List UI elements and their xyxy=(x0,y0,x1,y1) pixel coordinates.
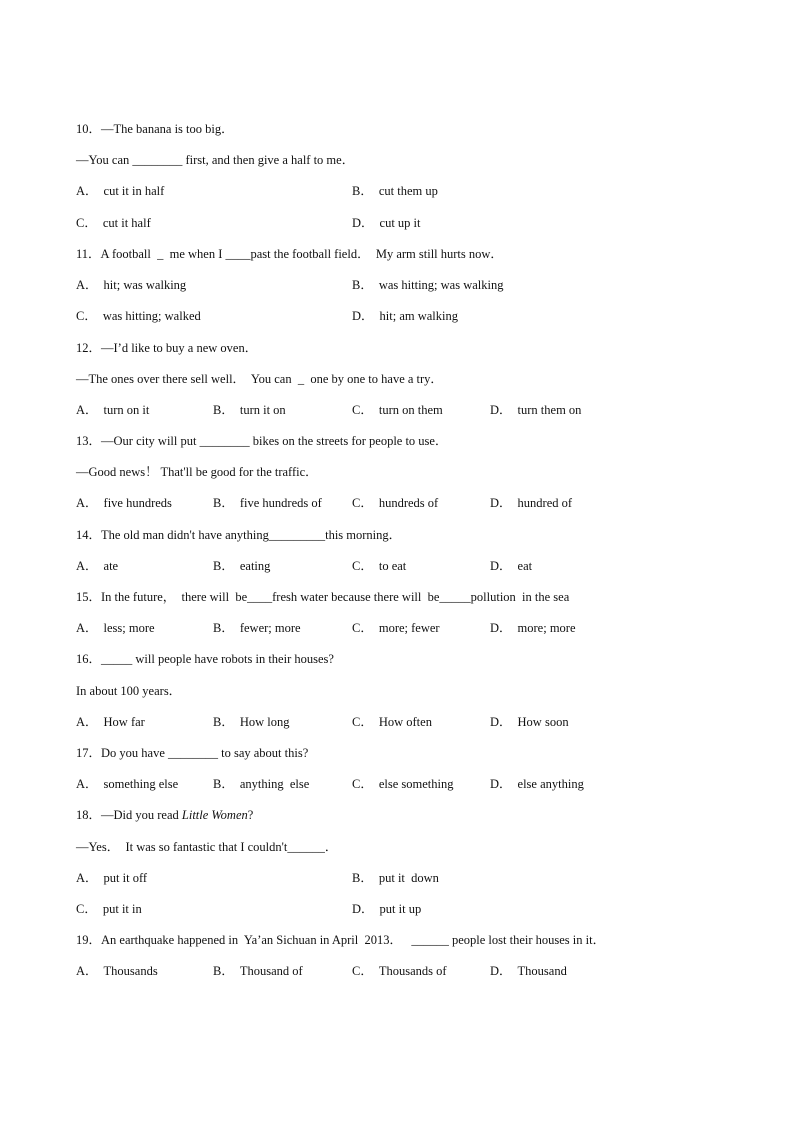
question-17-option-c[interactable] xyxy=(352,776,453,792)
option-text: turn on it xyxy=(103,403,150,417)
option-letter: D． xyxy=(490,559,512,573)
option-text: to eat xyxy=(378,559,407,573)
option-text: How often xyxy=(378,715,432,729)
question-12-option-b[interactable] xyxy=(213,402,286,418)
option-text: something else xyxy=(103,777,179,791)
option-letter: D． xyxy=(490,964,512,978)
option-letter: D． xyxy=(352,902,374,916)
option-letter: B． xyxy=(213,621,234,635)
question-18-stem-end: ? xyxy=(247,808,254,822)
question-10-option-b[interactable] xyxy=(352,183,438,199)
option-text: turn on them xyxy=(378,403,443,417)
question-18-stem-reply: —Yes． It was so fantastic that I couldn't______． xyxy=(76,840,338,854)
question-16-stem-reply: In about 100 years． xyxy=(76,684,182,698)
option-text: ate xyxy=(103,559,119,573)
option-text: eating xyxy=(239,559,271,573)
option-letter: B． xyxy=(352,278,373,292)
option-text: anything else xyxy=(239,777,310,791)
option-letter: D． xyxy=(490,715,512,729)
question-15-option-c[interactable] xyxy=(352,620,440,636)
option-text: How far xyxy=(103,715,145,729)
option-letter: C． xyxy=(352,559,373,573)
question-12-stem: 12．—I’d like to buy a new oven． xyxy=(76,341,258,355)
question-19-option-a[interactable] xyxy=(76,963,158,979)
question-11-option-d[interactable] xyxy=(352,308,458,324)
option-text: less; more xyxy=(103,621,155,635)
question-10-option-c[interactable] xyxy=(76,215,151,231)
option-text: five hundreds xyxy=(103,496,172,510)
option-text: hundred of xyxy=(517,496,573,510)
question-12-option-d[interactable] xyxy=(490,402,581,418)
option-letter: A． xyxy=(76,559,98,573)
option-letter: B． xyxy=(352,184,373,198)
option-letter: B． xyxy=(213,964,234,978)
option-text: cut it in half xyxy=(103,184,165,198)
question-14-stem: 14．The old man didn't have anything_________this morning． xyxy=(76,528,402,542)
question-13-stem-reply: —Good news！ That'll be good for the traffic． xyxy=(76,465,318,479)
question-15-stem: 15．In the future， there will be____fresh water because there will be_____pollution in the sea xyxy=(76,590,570,604)
question-10-stem-reply: —You can ________ first, and then give a half to me． xyxy=(76,153,355,167)
option-text: five hundreds of xyxy=(239,496,322,510)
option-text: turn it on xyxy=(239,403,286,417)
option-text: put it in xyxy=(102,902,142,916)
option-text: How soon xyxy=(517,715,569,729)
question-13-option-c[interactable] xyxy=(352,495,438,511)
option-text: Thousand of xyxy=(239,964,303,978)
option-letter: D． xyxy=(352,216,374,230)
option-letter: A． xyxy=(76,403,98,417)
question-19-option-c[interactable] xyxy=(352,963,447,979)
question-18-option-b[interactable] xyxy=(352,870,439,886)
option-letter: D． xyxy=(490,496,512,510)
option-letter: D． xyxy=(352,309,374,323)
question-12-option-a[interactable] xyxy=(76,402,149,418)
option-letter: C． xyxy=(76,902,97,916)
question-18-stem xyxy=(76,807,253,823)
question-16-option-a[interactable] xyxy=(76,714,145,730)
option-text: more; fewer xyxy=(378,621,440,635)
question-16-stem: 16．_____ will people have robots in their houses? xyxy=(76,652,334,666)
option-text: put it off xyxy=(103,871,148,885)
option-letter: A． xyxy=(76,871,98,885)
option-letter: D． xyxy=(490,403,512,417)
question-12-stem-reply: —The ones over there sell well． You can _ one by one to have a try． xyxy=(76,372,443,386)
option-text: hit; was walking xyxy=(103,278,187,292)
option-letter: A． xyxy=(76,964,98,978)
option-letter: B． xyxy=(213,715,234,729)
option-text: fewer; more xyxy=(239,621,301,635)
option-letter: B． xyxy=(213,496,234,510)
option-text: eat xyxy=(517,559,533,573)
option-letter: C． xyxy=(352,403,373,417)
option-text: hundreds of xyxy=(378,496,439,510)
option-text: was hitting; walked xyxy=(102,309,201,323)
question-11-option-c[interactable] xyxy=(76,308,201,324)
question-14-option-a[interactable] xyxy=(76,558,118,574)
question-11-option-b[interactable] xyxy=(352,277,503,293)
question-17-stem: 17．Do you have ________ to say about this? xyxy=(76,746,309,760)
option-letter: A． xyxy=(76,715,98,729)
option-letter: D． xyxy=(490,777,512,791)
question-10-option-d[interactable] xyxy=(352,215,421,231)
question-18-option-d[interactable] xyxy=(352,901,421,917)
option-letter: A． xyxy=(76,496,98,510)
option-text: more; more xyxy=(517,621,576,635)
question-15-option-a[interactable] xyxy=(76,620,155,636)
option-text: else something xyxy=(378,777,454,791)
option-text: put it up xyxy=(379,902,422,916)
option-letter: C． xyxy=(76,216,97,230)
option-text: Thousand xyxy=(517,964,567,978)
option-letter: C． xyxy=(76,309,97,323)
question-13-option-d[interactable] xyxy=(490,495,572,511)
option-letter: C． xyxy=(352,621,373,635)
option-letter: A． xyxy=(76,621,98,635)
option-text: How long xyxy=(239,715,290,729)
question-19-option-b[interactable] xyxy=(213,963,303,979)
question-14-option-b[interactable] xyxy=(213,558,270,574)
option-letter: A． xyxy=(76,777,98,791)
option-text: put it down xyxy=(378,871,439,885)
option-text: Thousands xyxy=(103,964,158,978)
option-letter: C． xyxy=(352,964,373,978)
option-text: else anything xyxy=(517,777,584,791)
question-16-option-c[interactable] xyxy=(352,714,432,730)
question-18-option-c[interactable] xyxy=(76,901,142,917)
question-13-option-a[interactable] xyxy=(76,495,172,511)
option-text: cut up it xyxy=(379,216,421,230)
option-text: turn them on xyxy=(517,403,582,417)
question-13-option-b[interactable] xyxy=(213,495,322,511)
option-text: cut it half xyxy=(102,216,151,230)
question-16-option-d[interactable] xyxy=(490,714,569,730)
question-18-option-a[interactable] xyxy=(76,870,147,886)
question-10-option-a[interactable] xyxy=(76,183,164,199)
question-14-option-d[interactable] xyxy=(490,558,532,574)
question-14-option-c[interactable] xyxy=(352,558,406,574)
question-17-option-a[interactable] xyxy=(76,776,178,792)
question-11-option-a[interactable] xyxy=(76,277,186,293)
option-text: Thousands of xyxy=(378,964,447,978)
question-11-stem: 11．A football _ me when I ____past the football field． My arm still hurts now． xyxy=(76,247,503,261)
question-12-option-c[interactable] xyxy=(352,402,443,418)
option-letter: B． xyxy=(213,559,234,573)
question-15-option-b[interactable] xyxy=(213,620,301,636)
question-19-option-d[interactable] xyxy=(490,963,567,979)
option-text: hit; am walking xyxy=(379,309,458,323)
option-letter: C． xyxy=(352,777,373,791)
question-17-option-d[interactable] xyxy=(490,776,584,792)
question-17-option-b[interactable] xyxy=(213,776,309,792)
question-18-stem-start: 18．—Did you read xyxy=(76,808,182,822)
option-text: was hitting; was walking xyxy=(378,278,504,292)
book-title: Little Women xyxy=(181,808,248,822)
option-text: cut them up xyxy=(378,184,438,198)
question-19-stem: 19．An earthquake happened in Ya’an Sichuan in April 2013． ______ people lost their houses in it． xyxy=(76,933,606,947)
option-letter: C． xyxy=(352,496,373,510)
option-letter: B． xyxy=(213,777,234,791)
option-letter: A． xyxy=(76,184,98,198)
question-13-stem: 13．—Our city will put ________ bikes on the streets for people to use． xyxy=(76,434,448,448)
question-15-option-d[interactable] xyxy=(490,620,576,636)
question-10-stem: 10．—The banana is too big． xyxy=(76,122,234,136)
question-16-option-b[interactable] xyxy=(213,714,290,730)
option-letter: D． xyxy=(490,621,512,635)
option-letter: A． xyxy=(76,278,98,292)
option-letter: B． xyxy=(352,871,373,885)
option-letter: C． xyxy=(352,715,373,729)
option-letter: B． xyxy=(213,403,234,417)
